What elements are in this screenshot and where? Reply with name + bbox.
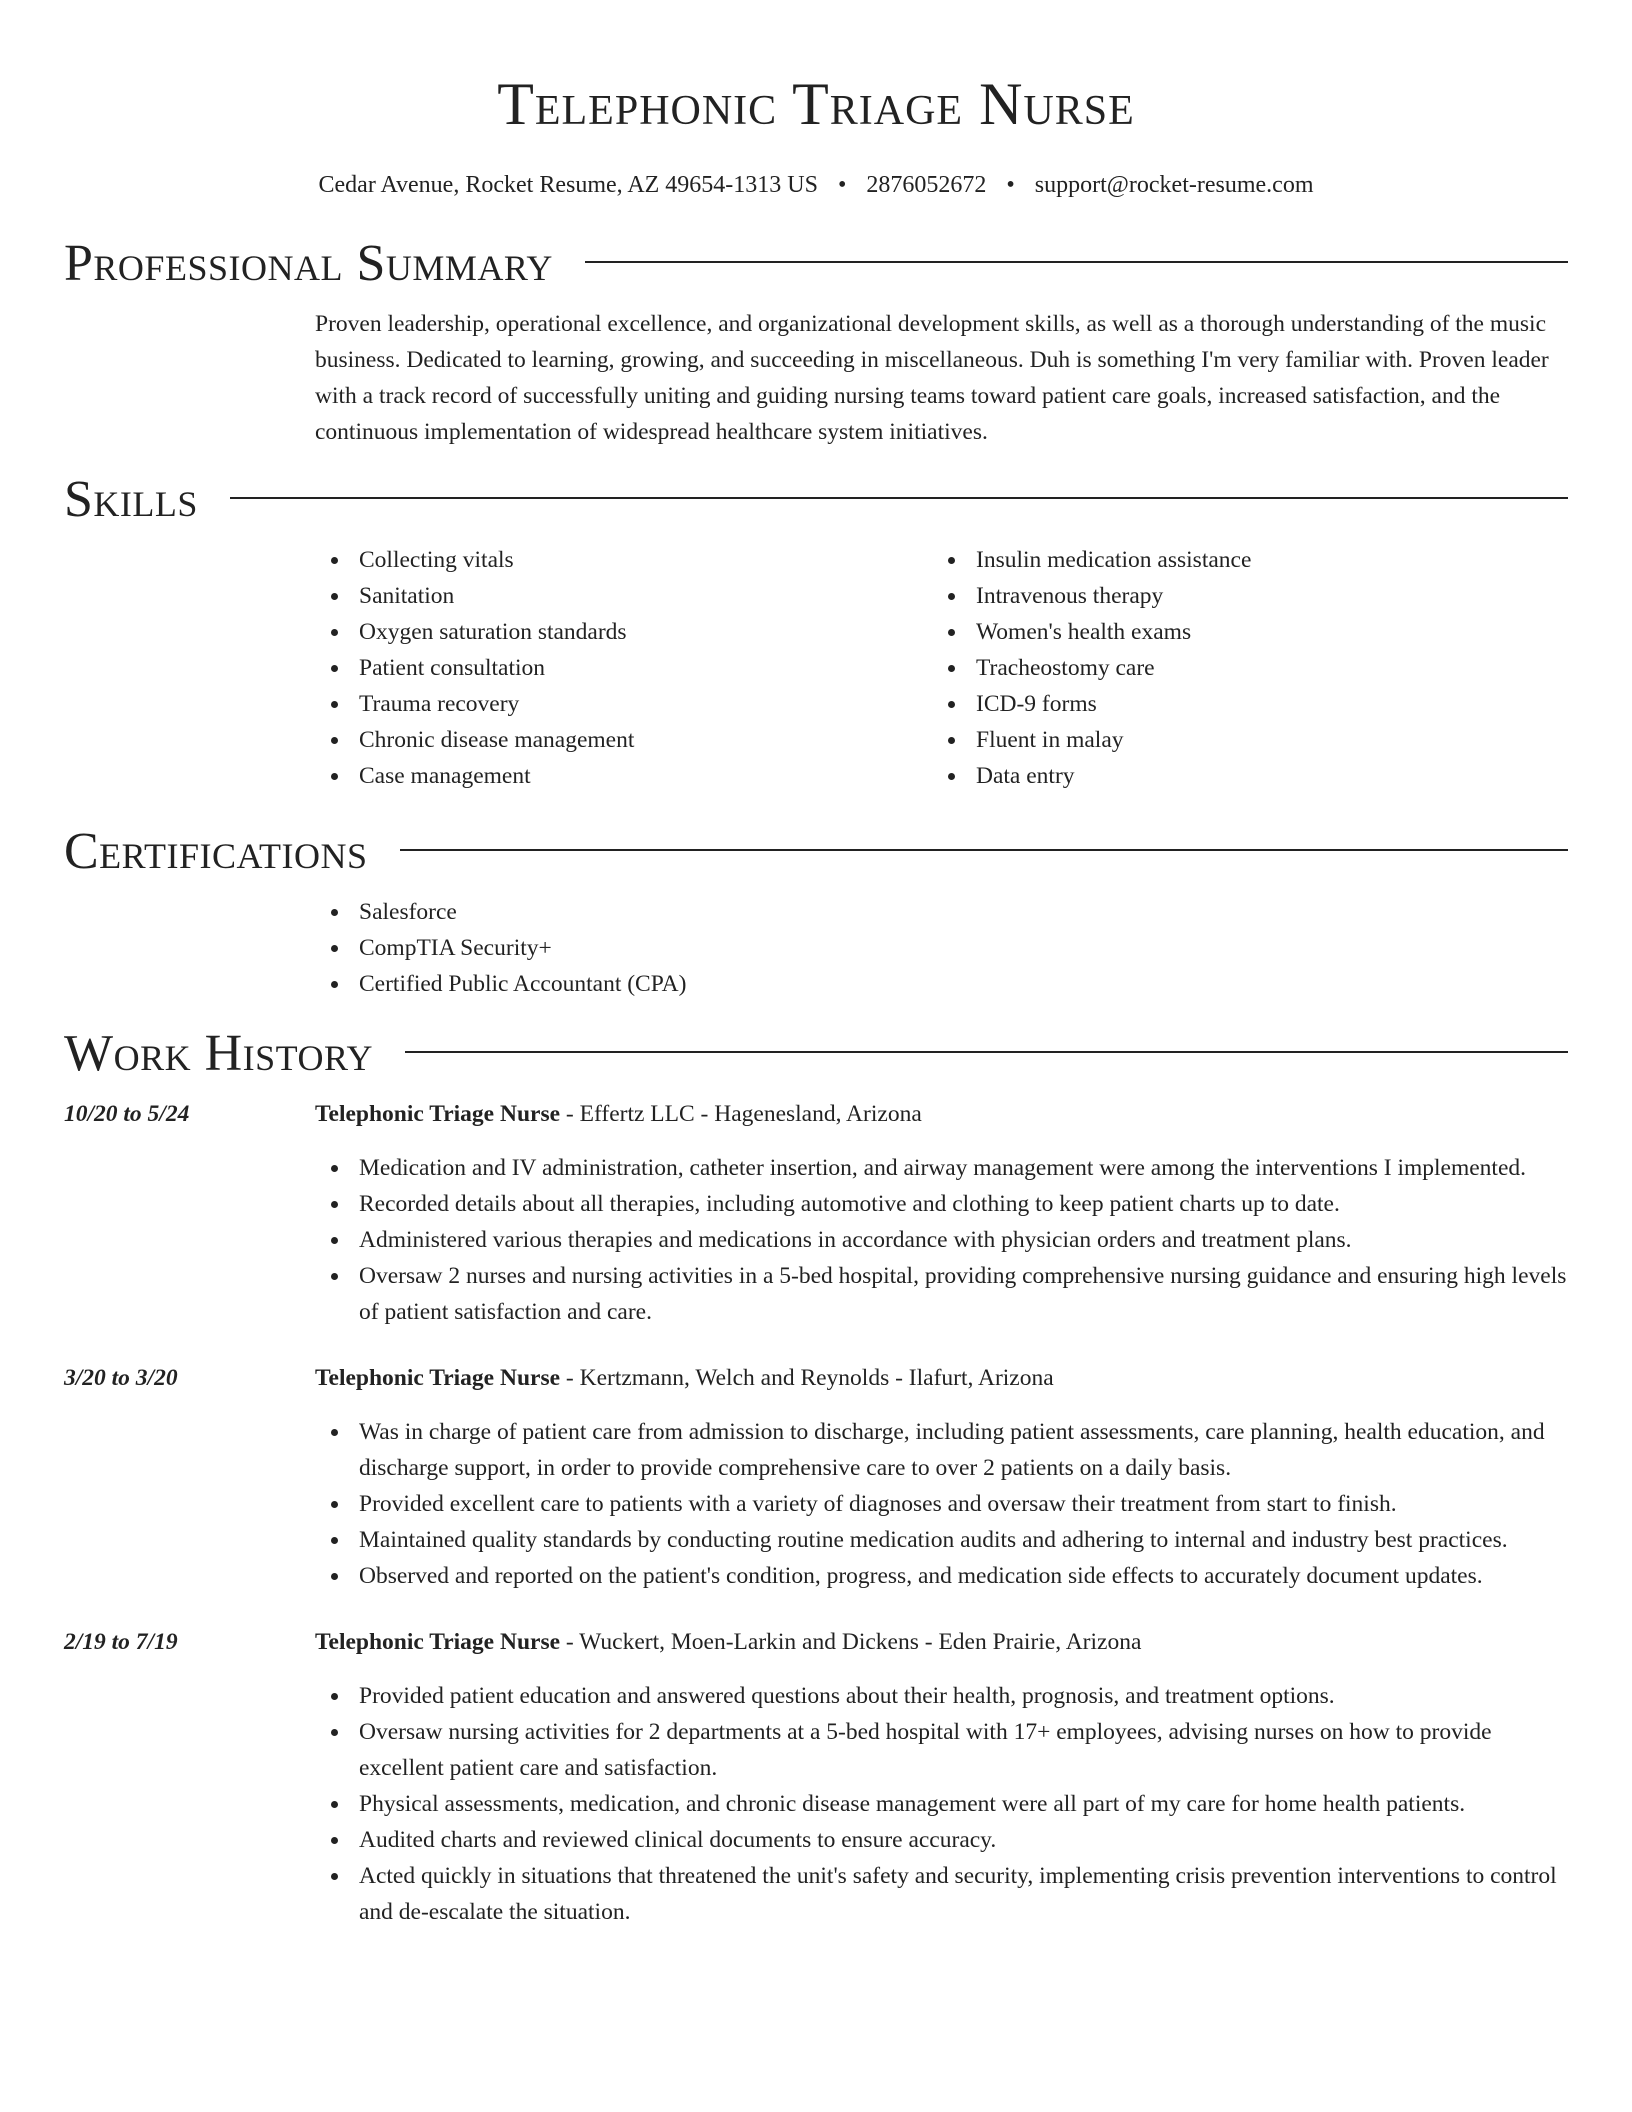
job-duty: Maintained quality standards by conducting routine medication audits and adhering to internal and industry best practices. <box>315 1522 1568 1558</box>
certification-item: Salesforce <box>315 894 1568 930</box>
job-heading-line <box>315 1624 1141 1660</box>
job-duties <box>315 1414 1568 1594</box>
skill-item: Intravenous therapy <box>932 578 1549 614</box>
skills-section-header <box>64 472 1568 528</box>
job-duty: Medication and IV administration, catheter insertion, and airway management were among the interventions I implemented. <box>315 1150 1568 1186</box>
job-duty: Oversaw 2 nurses and nursing activities in a 5-bed hospital, providing comprehensive nursing guidance and ensuring high levels of patient satisfaction and care. <box>315 1258 1568 1330</box>
job-employer: - Effertz LLC - Hagenesland, Arizona <box>560 1101 922 1127</box>
section-divider <box>230 497 1568 499</box>
job-duty: Acted quickly in situations that threatened the unit's safety and security, implementing crisis prevention interventions to control and de-escalate the situation. <box>315 1858 1568 1930</box>
skill-item: Collecting vitals <box>315 542 932 578</box>
job-duty: Audited charts and reviewed clinical documents to ensure accuracy. <box>315 1822 1568 1858</box>
skill-item: ICD-9 forms <box>932 686 1549 722</box>
job-duty: Provided excellent care to patients with a variety of diagnoses and oversaw their treatment from start to finish. <box>315 1486 1568 1522</box>
section-divider <box>405 1051 1568 1053</box>
skill-item: Data entry <box>932 758 1549 794</box>
job-duty: Oversaw nursing activities for 2 departments at a 5-bed hospital with 17+ employees, advising nurses on how to provide excellent patient care and satisfaction. <box>315 1714 1568 1786</box>
job-duties <box>315 1150 1568 1330</box>
job-duties-list <box>315 1678 1568 1930</box>
job-entry <box>64 1096 1568 1330</box>
job-duty: Recorded details about all therapies, including automotive and clothing to keep patient charts up to date. <box>315 1186 1568 1222</box>
job-duties-list <box>315 1150 1568 1330</box>
skills-column-left <box>315 542 932 794</box>
section-divider <box>585 261 1568 263</box>
job-title: Telephonic Triage Nurse <box>315 1365 561 1391</box>
skills-list <box>315 542 1568 794</box>
job-header <box>64 1360 1568 1396</box>
certifications-heading: Certifications <box>64 823 368 880</box>
job-duties-list <box>315 1414 1568 1594</box>
job-duty: Provided patient education and answered questions about their health, prognosis, and treatment options. <box>315 1678 1568 1714</box>
job-dates: 3/20 to 3/20 <box>64 1365 178 1391</box>
summary-section-header <box>64 236 1568 292</box>
candidate-name: Telephonic Triage Nurse <box>497 71 1135 137</box>
section-divider <box>400 849 1568 851</box>
summary-heading: Professional Summary <box>64 235 553 292</box>
work-heading: Work History <box>64 1025 374 1082</box>
contact-address: Cedar Avenue, Rocket Resume, AZ 49654-1313 US <box>318 172 818 198</box>
skill-item: Insulin medication assistance <box>932 542 1549 578</box>
skill-item: Women's health exams <box>932 614 1549 650</box>
job-duty: Was in charge of patient care from admission to discharge, including patient assessments, care planning, health education, and discharge support, in order to provide comprehensive care to over 2 patients on a daily basis. <box>315 1414 1568 1486</box>
contact-separator: • <box>1006 172 1015 198</box>
job-header <box>64 1096 1568 1132</box>
job-duty: Administered various therapies and medications in accordance with physician orders and treatment plans. <box>315 1222 1568 1258</box>
skills-heading: Skills <box>64 471 198 528</box>
job-title: Telephonic Triage Nurse <box>315 1101 561 1127</box>
skill-item: Trauma recovery <box>315 686 932 722</box>
skill-item: Patient consultation <box>315 650 932 686</box>
job-heading-line <box>315 1096 922 1132</box>
certifications-items <box>315 894 1568 1002</box>
job-dates: 2/19 to 7/19 <box>64 1629 178 1655</box>
job-employer: - Kertzmann, Welch and Reynolds - Ilafurt, Arizona <box>560 1365 1054 1391</box>
summary-text: Proven leadership, operational excellence, and organizational development skills, as well as a thorough understanding of the music business. Dedicated to learning, growing, and succeeding in miscellaneous. Duh is something I'm very familiar with. Proven leader with a track record of successfully uniting and guiding nursing teams toward patient care goals, increased satisfaction, and the continuous implementation of widespread healthcare system initiatives. <box>315 311 1549 445</box>
job-entry <box>64 1624 1568 1930</box>
job-duties <box>315 1678 1568 1930</box>
job-employer: - Wuckert, Moen-Larkin and Dickens - Eden Prairie, Arizona <box>560 1629 1142 1655</box>
contact-phone: 2876052672 <box>866 172 987 198</box>
skill-item: Oxygen saturation standards <box>315 614 932 650</box>
job-header <box>64 1624 1568 1660</box>
certifications-list <box>315 894 1568 1002</box>
skills-column-right <box>932 542 1549 794</box>
contact-line <box>64 170 1568 200</box>
certification-item: CompTIA Security+ <box>315 930 1568 966</box>
skill-item: Fluent in malay <box>932 722 1549 758</box>
certifications-section-header <box>64 824 1568 880</box>
skill-item: Tracheostomy care <box>932 650 1549 686</box>
job-dates: 10/20 to 5/24 <box>64 1101 190 1127</box>
work-section-header <box>64 1026 1568 1082</box>
job-duty: Physical assessments, medication, and chronic disease management were all part of my care for home health patients. <box>315 1786 1568 1822</box>
certification-item: Certified Public Accountant (CPA) <box>315 966 1568 1002</box>
job-heading-line <box>315 1360 1054 1396</box>
job-duty: Observed and reported on the patient's condition, progress, and medication side effects to accurately document updates. <box>315 1558 1568 1594</box>
skill-item: Sanitation <box>315 578 932 614</box>
job-title: Telephonic Triage Nurse <box>315 1629 561 1655</box>
skill-item: Case management <box>315 758 932 794</box>
job-entry <box>64 1360 1568 1594</box>
contact-separator: • <box>837 172 847 198</box>
skill-item: Chronic disease management <box>315 722 932 758</box>
contact-email: support@rocket-resume.com <box>1034 172 1314 198</box>
